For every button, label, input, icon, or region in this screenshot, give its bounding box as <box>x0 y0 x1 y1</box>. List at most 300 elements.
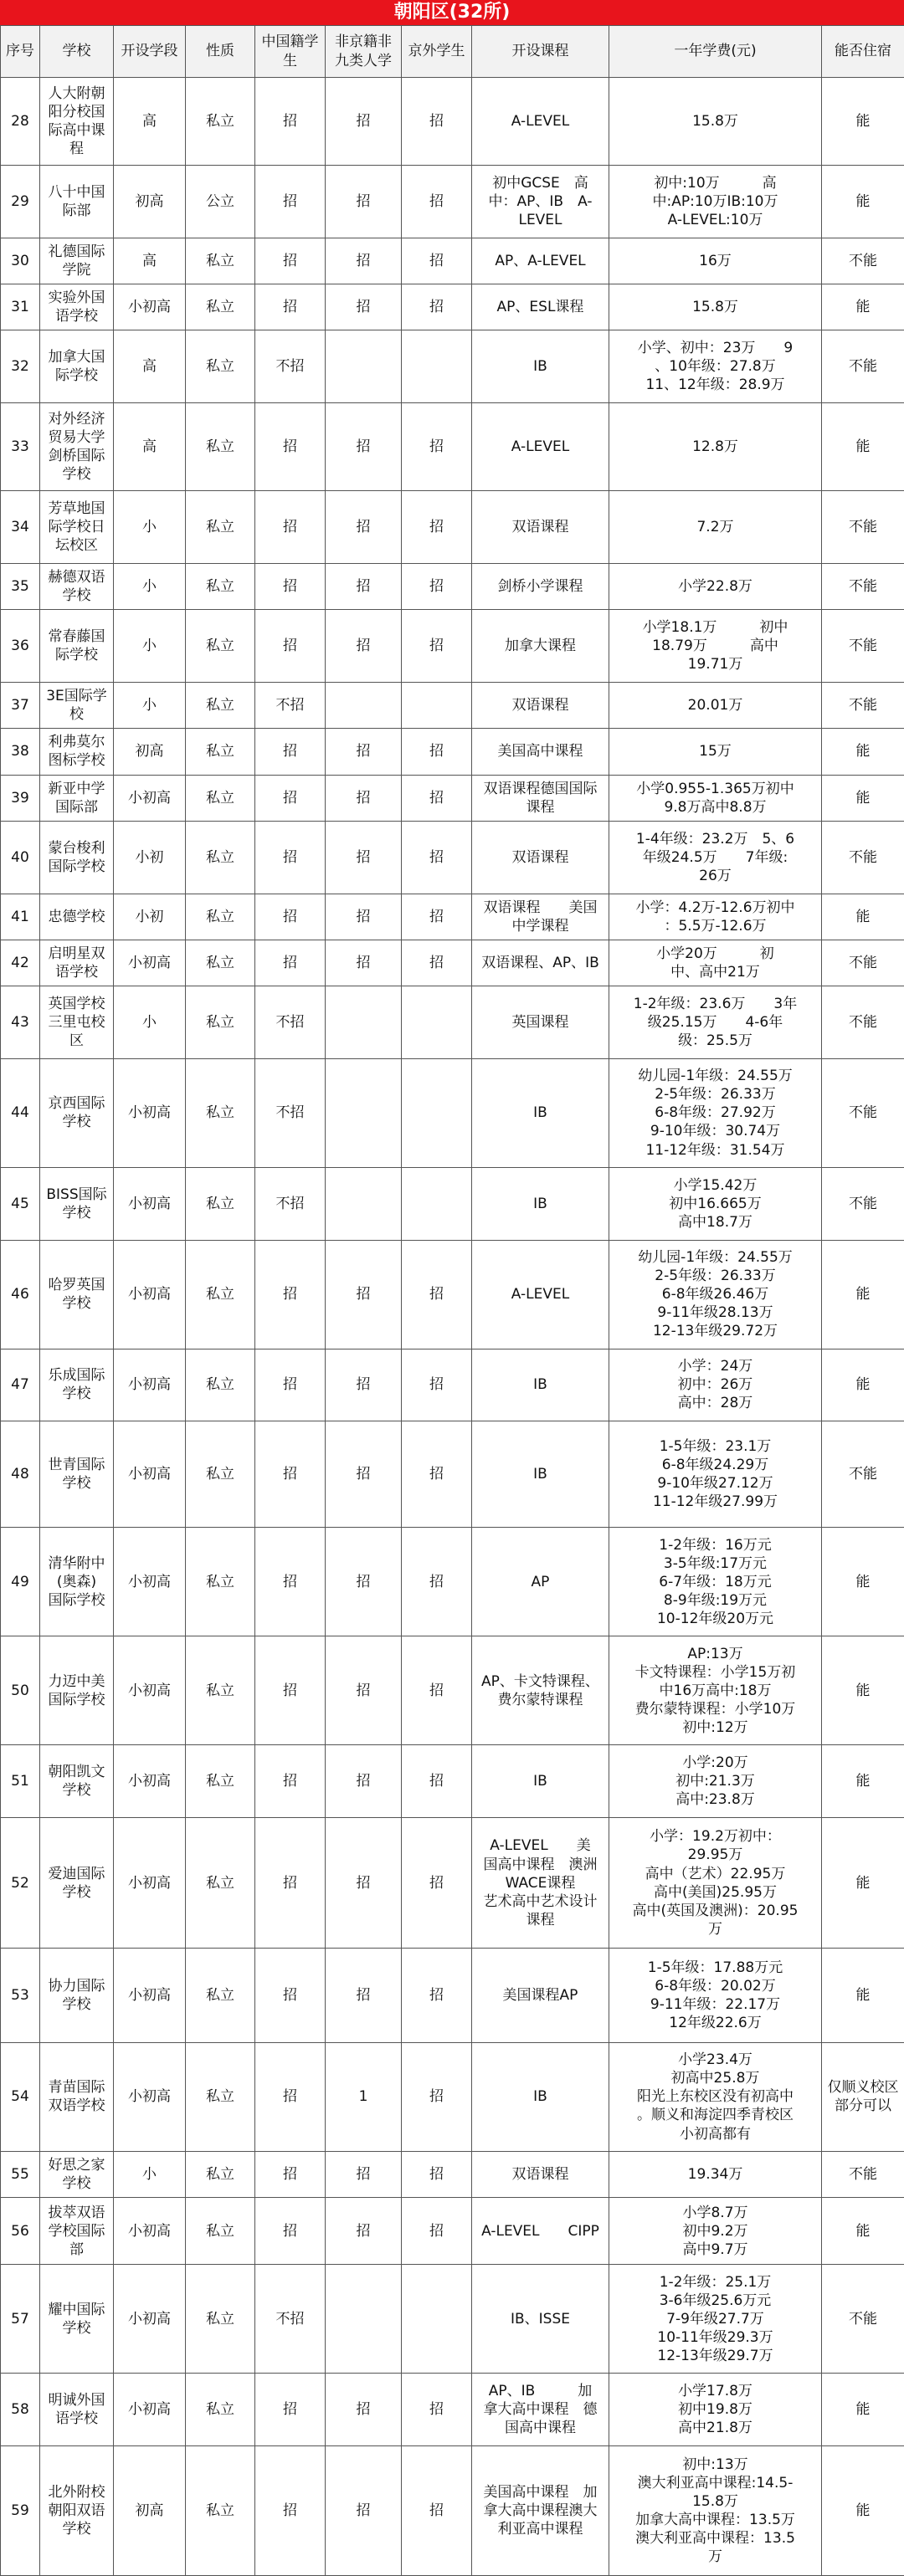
school-name-line: 学校 <box>62 587 91 605</box>
annual-fee-line: 6-8年级24.29万 <box>661 1457 769 1474</box>
curriculum-line: 拿大高中课程澳大 <box>483 2502 598 2519</box>
curriculum-line: 美国高中课程 加 <box>483 2483 598 2501</box>
school-stage: 初高 <box>114 2446 186 2576</box>
outside-beijing-students: 招 <box>402 1421 472 1528</box>
school-name-line: 耀中国际 <box>48 2301 105 2318</box>
chinese-students: 招 <box>255 821 326 894</box>
table-row <box>1 775 904 821</box>
row-number: 38 <box>1 729 40 775</box>
annual-fee-line: 8-9年级:19万元 <box>663 1591 768 1609</box>
annual-fee-line: 1-4年级：23.2万 5、6 <box>635 830 795 848</box>
school-name-line: 双语学校 <box>48 2097 105 2115</box>
annual-fee-line: 10-11年级29.3万 <box>657 2328 773 2346</box>
annual-fee <box>609 1636 822 1745</box>
annual-fee-line: 年级24.5万 7年级: <box>642 848 788 866</box>
school-name-line: 学校 <box>62 1782 91 1800</box>
annual-fee-line: 初中16.665万 <box>669 1195 762 1212</box>
annual-fee-line: 小学17.8万 <box>678 2383 752 2400</box>
school-name-line: 利弗莫尔 <box>48 734 105 751</box>
outside-beijing-students: 招 <box>402 1636 472 1745</box>
school-stage: 小初高 <box>114 1167 186 1240</box>
non-beijing-students: 招 <box>326 1528 402 1636</box>
school-nature: 私立 <box>186 610 255 683</box>
outside-beijing-students: 招 <box>402 1949 472 2043</box>
annual-fee-line: 小学:20万 <box>682 1754 748 1771</box>
curriculum <box>472 78 609 166</box>
school-name-line: 京西国际 <box>48 1095 105 1113</box>
annual-fee-line: 12.8万 <box>692 438 738 456</box>
chinese-students: 招 <box>255 1636 326 1745</box>
table-row <box>1 1745 904 1818</box>
curriculum <box>472 403 609 491</box>
annual-fee-line: 初中：26万 <box>677 1376 753 1394</box>
school-stage: 小初高 <box>114 1528 186 1636</box>
school-stage: 小初高 <box>114 1636 186 1745</box>
annual-fee-line: 26万 <box>699 867 732 884</box>
annual-fee-line: 12-13年级29.72万 <box>652 1323 778 1340</box>
school-nature: 私立 <box>186 940 255 986</box>
school-nature: 私立 <box>186 1636 255 1745</box>
annual-fee-line: 6-8年级：27.92万 <box>655 1104 776 1122</box>
annual-fee-line: 10-12年级20万元 <box>656 1610 774 1627</box>
col-nonbj-header: 非京籍非九类人学 <box>326 26 402 78</box>
row-number: 48 <box>1 1421 40 1528</box>
boarding: 不能 <box>822 330 904 403</box>
annual-fee-line: 15.8万 <box>692 2492 738 2510</box>
non-beijing-students <box>326 2265 402 2374</box>
annual-fee <box>609 2198 822 2265</box>
annual-fee <box>609 2446 822 2576</box>
school-stage: 小初高 <box>114 1421 186 1528</box>
annual-fee-line: 小学、初中：23万 9 <box>637 340 794 357</box>
school-name <box>40 2042 114 2151</box>
annual-fee <box>609 1817 822 1948</box>
boarding: 能 <box>822 1817 904 1948</box>
non-beijing-students: 招 <box>326 78 402 166</box>
non-beijing-students: 招 <box>326 238 402 284</box>
curriculum-line: 课程 <box>526 798 555 816</box>
school-name-line: 阳分校国 <box>48 103 105 120</box>
boarding: 能 <box>822 78 904 166</box>
annual-fee-line: 阳光上东校区没有初高中 <box>637 2088 794 2106</box>
curriculum-line: 加拿大课程 <box>505 637 576 654</box>
outside-beijing-students: 招 <box>402 940 472 986</box>
chinese-students: 招 <box>255 2198 326 2265</box>
school-name <box>40 330 114 403</box>
school-name-line: 朝阳凯文 <box>48 1764 105 1780</box>
annual-fee-line: AP:13万 <box>687 1645 743 1662</box>
outside-beijing-students: 招 <box>402 403 472 491</box>
annual-fee-line: 高中：28万 <box>677 1395 753 1412</box>
annual-fee-line: 初中19.8万 <box>678 2401 752 2419</box>
curriculum-line: 美国课程AP <box>502 1987 578 2005</box>
school-name-line: 青苗国际 <box>48 2079 105 2097</box>
non-beijing-students: 招 <box>326 2198 402 2265</box>
boarding: 不能 <box>822 1421 904 1528</box>
row-number: 55 <box>1 2151 40 2197</box>
annual-fee-line: A-LEVEL:10万 <box>667 211 763 228</box>
curriculum <box>472 238 609 284</box>
annual-fee-line: 级25.15万 4-6年 <box>647 1014 783 1032</box>
annual-fee <box>609 1349 822 1421</box>
curriculum <box>472 940 609 986</box>
school-name-line: 英国学校 <box>48 996 105 1012</box>
curriculum <box>472 166 609 238</box>
outside-beijing-students: 招 <box>402 1745 472 1818</box>
annual-fee <box>609 1058 822 1167</box>
school-name <box>40 166 114 238</box>
annual-fee-line: 29.95万 <box>687 1846 743 1864</box>
school-stage: 小初高 <box>114 940 186 986</box>
outside-beijing-students: 招 <box>402 238 472 284</box>
table-row <box>1 1817 904 1948</box>
boarding: 不能 <box>822 940 904 986</box>
table-row <box>1 729 904 775</box>
annual-fee-line: 高中18.7万 <box>678 1213 752 1231</box>
annual-fee <box>609 610 822 683</box>
col-school-header: 学校 <box>40 26 114 78</box>
school-nature: 私立 <box>186 2446 255 2576</box>
school-nature: 私立 <box>186 1949 255 2043</box>
table-row <box>1 330 904 403</box>
annual-fee <box>609 238 822 284</box>
non-beijing-students <box>326 330 402 403</box>
school-name <box>40 2374 114 2446</box>
row-number: 36 <box>1 610 40 683</box>
annual-fee-line: 15.8万 <box>692 299 738 316</box>
school-name-line: 剑桥国际 <box>48 448 105 465</box>
annual-fee-line: 小初高都有 <box>680 2125 751 2143</box>
school-nature: 私立 <box>186 403 255 491</box>
curriculum-line: 双语课程德国国际 <box>483 780 598 797</box>
curriculum <box>472 1949 609 2043</box>
curriculum-line: LEVEL <box>518 211 562 228</box>
table-row <box>1 1636 904 1745</box>
annual-fee <box>609 1745 822 1818</box>
school-name-line: 际学校 <box>55 647 98 664</box>
school-nature: 私立 <box>186 986 255 1059</box>
school-stage: 小 <box>114 563 186 609</box>
school-nature: 私立 <box>186 284 255 330</box>
non-beijing-students: 招 <box>326 2151 402 2197</box>
curriculum <box>472 2446 609 2576</box>
row-number: 34 <box>1 491 40 564</box>
school-name <box>40 986 114 1059</box>
outside-beijing-students: 招 <box>402 729 472 775</box>
school-nature: 私立 <box>186 682 255 728</box>
school-name-line: 礼德国际 <box>48 243 105 260</box>
row-number: 54 <box>1 2042 40 2151</box>
boarding: 能 <box>822 1240 904 1349</box>
boarding: 能 <box>822 1349 904 1421</box>
curriculum-line: 国高中课程 澳洲 <box>483 1856 598 1873</box>
school-nature: 私立 <box>186 729 255 775</box>
school-name-line: 新亚中学 <box>48 780 105 797</box>
table-row <box>1 491 904 564</box>
school-name-line: 对外经济 <box>48 410 105 428</box>
school-name-line: 际学校 <box>55 367 98 385</box>
row-number: 32 <box>1 330 40 403</box>
curriculum <box>472 1817 609 1948</box>
curriculum-line: IB <box>533 358 547 376</box>
school-nature: 私立 <box>186 775 255 821</box>
row-number: 47 <box>1 1349 40 1421</box>
curriculum-line: 双语课程 <box>511 696 569 714</box>
non-beijing-students: 招 <box>326 284 402 330</box>
boarding: 能 <box>822 2446 904 2576</box>
curriculum-line: 美国高中课程 <box>497 743 583 761</box>
annual-fee-line: 小学20万 初 <box>656 945 774 963</box>
school-name-line: 学校 <box>62 1475 91 1493</box>
annual-fee-line: 9-11年级28.13万 <box>657 1304 773 1322</box>
curriculum-line: 双语课程 <box>511 848 569 866</box>
table-title: 朝阳区(32所) <box>0 0 904 25</box>
boarding: 能 <box>822 403 904 491</box>
curriculum-line: A-LEVEL CIPP <box>481 2222 599 2240</box>
school-nature: 私立 <box>186 1745 255 1818</box>
annual-fee <box>609 821 822 894</box>
school-name-line: 学校 <box>62 1385 91 1403</box>
school-nature: 公立 <box>186 166 255 238</box>
curriculum <box>472 491 609 564</box>
school-stage: 高 <box>114 403 186 491</box>
school-nature: 私立 <box>186 2265 255 2374</box>
annual-fee-line: 小学：24万 <box>677 1358 753 1375</box>
school-stage: 小初高 <box>114 775 186 821</box>
school-name-line: 忠德学校 <box>48 908 105 925</box>
boarding: 不能 <box>822 610 904 683</box>
school-name-line: 蒙台梭利 <box>48 839 105 857</box>
school-name <box>40 403 114 491</box>
school-name <box>40 610 114 683</box>
annual-fee <box>609 1949 822 2043</box>
curriculum-line: 双语课程 <box>511 2165 569 2183</box>
curriculum-line: 英国课程 <box>511 1014 569 1032</box>
non-beijing-students: 招 <box>326 1240 402 1349</box>
outside-beijing-students: 招 <box>402 610 472 683</box>
row-number: 52 <box>1 1817 40 1948</box>
chinese-students: 招 <box>255 2042 326 2151</box>
annual-fee-line: 1-5年级：17.88万元 <box>647 1959 783 1976</box>
school-name <box>40 1745 114 1818</box>
annual-fee <box>609 940 822 986</box>
school-name-line: 坛校区 <box>55 537 98 555</box>
annual-fee-line: 幼儿园-1年级：24.55万 <box>638 1068 793 1085</box>
chinese-students: 招 <box>255 1745 326 1818</box>
school-name-line: 学校 <box>62 1996 91 2014</box>
chinese-students: 招 <box>255 491 326 564</box>
curriculum-line: 课程 <box>526 1911 555 1928</box>
school-name-line: 好思之家 <box>48 2156 105 2174</box>
annual-fee-line: 小学22.8万 <box>678 577 752 595</box>
row-number: 46 <box>1 1240 40 1349</box>
row-number: 44 <box>1 1058 40 1167</box>
non-beijing-students: 招 <box>326 1636 402 1745</box>
chinese-students: 不招 <box>255 682 326 728</box>
boarding: 不能 <box>822 1058 904 1167</box>
annual-fee <box>609 1240 822 1349</box>
curriculum <box>472 1745 609 1818</box>
school-stage: 小初高 <box>114 1058 186 1167</box>
annual-fee-line: 1-2年级：16万元 <box>659 1536 772 1554</box>
boarding: 不能 <box>822 682 904 728</box>
school-name <box>40 1240 114 1349</box>
school-name-line: 八十中国 <box>48 183 105 201</box>
chinese-students: 不招 <box>255 986 326 1059</box>
curriculum <box>472 1349 609 1421</box>
annual-fee <box>609 986 822 1059</box>
curriculum <box>472 986 609 1059</box>
annual-fee-line: 高中(英国及澳洲)：20.95 <box>632 1902 799 1919</box>
outside-beijing-students: 招 <box>402 1240 472 1349</box>
row-number: 58 <box>1 2374 40 2446</box>
school-stage: 小初高 <box>114 1349 186 1421</box>
school-stage: 小初高 <box>114 2265 186 2374</box>
curriculum <box>472 1240 609 1349</box>
annual-fee-line: 12-13年级29.7万 <box>657 2348 773 2365</box>
school-name-line: 实验外国 <box>48 289 105 307</box>
annual-fee-line: 15.8万 <box>692 112 738 130</box>
annual-fee-line: 7.2万 <box>696 518 734 535</box>
curriculum-line: 国高中课程 <box>505 2420 576 2437</box>
chinese-students: 招 <box>255 166 326 238</box>
boarding: 能 <box>822 1949 904 2043</box>
annual-fee-line: 2-5年级：26.33万 <box>655 1267 776 1284</box>
curriculum <box>472 894 609 940</box>
school-name-line: 力迈中美 <box>48 1672 105 1690</box>
curriculum <box>472 1058 609 1167</box>
table-row <box>1 284 904 330</box>
header-row <box>1 26 904 78</box>
non-beijing-students: 招 <box>326 775 402 821</box>
curriculum-line: AP、ESL课程 <box>496 299 584 316</box>
chinese-students: 招 <box>255 2446 326 2576</box>
school-name-line: 拔萃双语 <box>48 2204 105 2221</box>
school-nature: 私立 <box>186 1349 255 1421</box>
row-number: 41 <box>1 894 40 940</box>
boarding: 不能 <box>822 563 904 609</box>
school-name-line: 人大附朝 <box>48 85 105 102</box>
annual-fee-line: 小学：4.2万-12.6万初中 <box>635 899 795 916</box>
boarding: 能 <box>822 2374 904 2446</box>
school-name <box>40 1817 114 1948</box>
school-stage: 小 <box>114 610 186 683</box>
school-name <box>40 238 114 284</box>
outside-beijing-students: 招 <box>402 2446 472 2576</box>
annual-fee-line: 、10年级：27.8万 <box>655 358 776 376</box>
school-name-line: 学校 <box>62 2319 91 2337</box>
school-stage: 高 <box>114 238 186 284</box>
chinese-students: 招 <box>255 775 326 821</box>
annual-fee-line: 。顺义和海淀四季青校区 <box>637 2107 794 2124</box>
boarding: 能 <box>822 1528 904 1636</box>
annual-fee-line: 11-12年级：31.54万 <box>645 1141 785 1159</box>
row-number: 40 <box>1 821 40 894</box>
non-beijing-students: 招 <box>326 2446 402 2576</box>
annual-fee-line: 6-7年级：18万元 <box>659 1573 772 1590</box>
annual-fee-line: 18.79万 高中 <box>652 637 778 654</box>
outside-beijing-students <box>402 2265 472 2374</box>
school-name <box>40 2265 114 2374</box>
curriculum <box>472 1636 609 1745</box>
school-name <box>40 894 114 940</box>
school-name-line: 学校 <box>62 1114 91 1131</box>
annual-fee-line: 小学：19.2万初中： <box>650 1828 781 1846</box>
curriculum <box>472 821 609 894</box>
curriculum <box>472 563 609 609</box>
school-name-line: 语学校 <box>55 308 98 325</box>
annual-fee <box>609 1528 822 1636</box>
annual-fee <box>609 1167 822 1240</box>
curriculum <box>472 775 609 821</box>
annual-fee-line: 3-5年级:17万元 <box>663 1554 768 1572</box>
chinese-students: 招 <box>255 563 326 609</box>
outside-beijing-students: 招 <box>402 491 472 564</box>
annual-fee-line: 小学23.4万 <box>678 2051 752 2069</box>
chinese-students: 招 <box>255 403 326 491</box>
annual-fee <box>609 166 822 238</box>
annual-fee-line: 万 <box>708 2548 722 2566</box>
table-row <box>1 403 904 491</box>
non-beijing-students <box>326 1167 402 1240</box>
outside-beijing-students: 招 <box>402 821 472 894</box>
boarding: 不能 <box>822 821 904 894</box>
school-name-line: 常春藤国 <box>48 627 105 645</box>
outside-beijing-students: 招 <box>402 1349 472 1421</box>
chinese-students: 招 <box>255 78 326 166</box>
school-name-line: 朝阳双语 <box>48 2502 105 2519</box>
outside-beijing-students: 招 <box>402 894 472 940</box>
curriculum-line: 剑桥小学课程 <box>497 577 583 595</box>
outside-beijing-students: 招 <box>402 2374 472 2446</box>
school-name-line: 世青国际 <box>48 1457 105 1474</box>
annual-fee-line: 6-8年级：20.02万 <box>655 1978 776 1995</box>
school-name <box>40 1058 114 1167</box>
school-name-line: 区 <box>69 1032 84 1050</box>
curriculum-line: IB <box>533 1466 547 1483</box>
curriculum-line: 拿大高中课程 德 <box>483 2401 598 2419</box>
school-stage: 小初高 <box>114 2198 186 2265</box>
non-beijing-students: 招 <box>326 2374 402 2446</box>
school-name-line: 启明星双 <box>48 945 105 963</box>
school-nature: 私立 <box>186 821 255 894</box>
row-number: 57 <box>1 2265 40 2374</box>
annual-fee-line: 幼儿园-1年级：24.55万 <box>638 1248 793 1266</box>
annual-fee-line: 9-10年级：30.74万 <box>650 1123 781 1140</box>
annual-fee-line: 澳大利亚高中课程:14.5- <box>637 2474 794 2491</box>
chinese-students: 招 <box>255 2151 326 2197</box>
curriculum-line: AP、IB 加 <box>488 2383 593 2400</box>
boarding: 不能 <box>822 2265 904 2374</box>
school-name <box>40 2151 114 2197</box>
row-number: 50 <box>1 1636 40 1745</box>
row-number: 45 <box>1 1167 40 1240</box>
row-number: 28 <box>1 78 40 166</box>
boarding: 能 <box>822 775 904 821</box>
schools-table <box>0 25 904 2576</box>
annual-fee <box>609 894 822 940</box>
school-name <box>40 1528 114 1636</box>
curriculum <box>472 610 609 683</box>
curriculum <box>472 2374 609 2446</box>
boarding: 能 <box>822 166 904 238</box>
non-beijing-students: 招 <box>326 1745 402 1818</box>
non-beijing-students: 招 <box>326 1349 402 1421</box>
outside-beijing-students <box>402 1058 472 1167</box>
table-row <box>1 940 904 986</box>
non-beijing-students: 招 <box>326 563 402 609</box>
outside-beijing-students <box>402 986 472 1059</box>
